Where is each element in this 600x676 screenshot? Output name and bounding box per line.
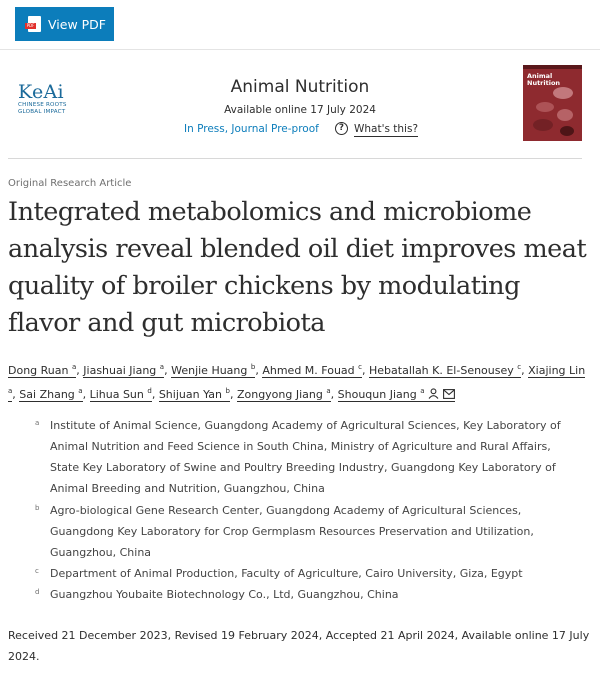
affiliation-marker: b — [35, 504, 40, 512]
top-toolbar — [0, 0, 600, 50]
affiliation-text: Guangzhou Youbaite Biotechnology Co., Ltd, Guangzhou, China — [50, 588, 399, 601]
author-link[interactable]: Sai Zhang $^a$ — [19, 387, 83, 401]
author-link[interactable]: Zongyong Jiang $^a$ — [236, 387, 331, 401]
author-link[interactable]: Hebatallah K. El-Senousey $^c$ — [369, 363, 522, 377]
logo-tagline-2: GLOBAL IMPACT — [18, 108, 66, 115]
affiliation-marker: c — [35, 567, 39, 575]
author-affiliation-marker: a — [326, 387, 331, 395]
article-title: Integrated metabolomics and microbiome analysis reveal blended oil diet improves meat quality of broiler chickens by modulating flavor and gut microbiota — [8, 197, 587, 338]
affiliation-item — [35, 415, 570, 499]
header-divider — [8, 158, 582, 159]
author-link[interactable]: Wenjie Huang $^b$ — [171, 363, 256, 377]
email-icon — [443, 389, 455, 399]
author-affiliation-marker: a — [8, 387, 13, 395]
affiliation-marker: a — [35, 419, 40, 427]
author-affiliation-marker: b — [225, 387, 230, 395]
cover-animals-illustration — [523, 65, 582, 141]
author-affiliation-marker: a — [159, 363, 165, 371]
view-pdf-label: View PDF — [48, 16, 106, 32]
author-affiliation-marker: b — [250, 363, 256, 371]
author-affiliation-marker: a — [78, 387, 83, 395]
author-link[interactable]: Lihua Sun $^d$ — [89, 387, 152, 401]
logo-wordmark: KeAi — [18, 81, 64, 103]
affiliation-marker: d — [35, 588, 40, 596]
article-type: Original Research Article — [8, 178, 132, 189]
affiliation-text: Department of Animal Production, Faculty of Agriculture, Cairo University, Giza, Egypt — [50, 567, 523, 580]
journal-status-link[interactable]: In Press, Journal Pre-proof — [184, 123, 319, 135]
keai-logo[interactable] — [18, 82, 78, 115]
author-link[interactable]: Ahmed M. Fouad $^c$ — [262, 363, 363, 377]
affiliation-text: Agro-biological Gene Research Center, Guangdong Academy of Agricultural Sciences, Guangdong Key Laboratory for Crop Germplasm Resources Preservation and Utilization, Guangzhou, China — [50, 504, 534, 559]
author-link[interactable]: Shijuan Yan $^b$ — [158, 387, 230, 401]
author-affiliation-marker: c — [517, 363, 522, 371]
author-affiliation-marker: d — [147, 387, 152, 395]
affiliation-item — [35, 563, 570, 584]
affiliation-text: Institute of Animal Science, Guangdong Academy of Agricultural Sciences, Key Laboratory of Animal Nutrition and Feed Science in South China, Ministry of Agriculture and Rural Affairs, State Key Laboratory of Swine and Poultry Breeding Industry, Guangdong Key Laboratory of Animal Breeding and Nutrition, Guangzhou, China — [50, 419, 561, 495]
author-link[interactable]: Shouqun Jiang $^a$ — [338, 388, 455, 402]
logo-tagline-1: CHINESE ROOTS — [18, 102, 67, 108]
view-pdf-button[interactable] — [15, 7, 114, 41]
journal-title-link[interactable]: Animal Nutrition — [230, 77, 370, 97]
question-circle-icon[interactable]: ? — [335, 122, 348, 135]
author-list: Dong Ruan $^a$, Jiashuai Jiang $^a$, Wenjie Huang $^b$, Ahmed M. Fouad $^c$, Hebatallah K. El-Senousey $^c$, Xiajing Lin $^a$, Sai Zhang $^a$, Lihua Sun $^d$, Shijuan Yan $^b$, Zongyong Jiang $^a$, Shouqun Jiang $^a$ — [8, 363, 586, 401]
affiliation-item — [35, 500, 570, 563]
author-link[interactable]: Xiajing Lin $^a$ — [8, 364, 585, 402]
author-affiliation-marker: a — [71, 363, 77, 371]
available-online-date: Available online 17 July 2024 — [224, 104, 376, 116]
whats-this-link[interactable]: What's this? — [354, 123, 419, 135]
author-link[interactable]: Dong Ruan $^a$ — [8, 363, 77, 377]
person-icon — [428, 388, 439, 399]
journal-cover-image[interactable] — [523, 65, 582, 141]
author-affiliation-marker: a — [420, 387, 425, 395]
pdf-file-icon: PDF — [28, 16, 41, 32]
author-link[interactable]: Jiashuai Jiang $^a$ — [83, 363, 165, 377]
affiliation-item — [35, 584, 570, 605]
author-affiliation-marker: c — [358, 363, 363, 371]
cover-title: Animal Nutrition — [527, 72, 561, 87]
article-history-dates: Received 21 December 2023, Revised 19 February 2024, Accepted 21 April 2024, Available online 17 July 2024. — [8, 629, 590, 663]
